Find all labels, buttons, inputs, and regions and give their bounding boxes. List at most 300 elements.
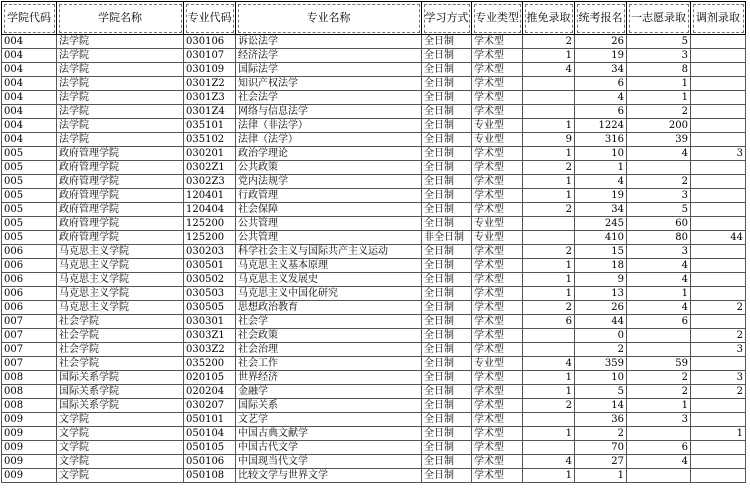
cell-applicants[interactable]: 26 — [575, 35, 627, 49]
cell-major-code[interactable]: 0302Z1 — [184, 161, 236, 175]
cell-recommended[interactable] — [523, 105, 575, 119]
cell-major-code[interactable]: 030503 — [184, 287, 236, 301]
cell-college-name[interactable]: 文学院 — [57, 455, 184, 469]
cell-applicants[interactable]: 10 — [575, 147, 627, 161]
cell-applicants[interactable]: 19 — [575, 49, 627, 63]
cell-major-code[interactable]: 0301Z2 — [184, 77, 236, 91]
cell-study-mode[interactable]: 全日制 — [422, 301, 472, 315]
cell-first-choice[interactable]: 3 — [627, 245, 691, 259]
cell-major-type[interactable]: 专业型 — [472, 119, 523, 133]
cell-transfer[interactable] — [691, 315, 746, 329]
cell-transfer[interactable] — [691, 175, 746, 189]
cell-first-choice[interactable]: 4 — [627, 273, 691, 287]
cell-transfer[interactable] — [691, 245, 746, 259]
cell-major-name[interactable]: 国际关系 — [236, 399, 422, 413]
cell-major-type[interactable]: 学术型 — [472, 245, 523, 259]
cell-major-code[interactable]: 035102 — [184, 133, 236, 147]
cell-applicants[interactable]: 9 — [575, 273, 627, 287]
cell-recommended[interactable]: 2 — [523, 301, 575, 315]
cell-study-mode[interactable]: 全日制 — [422, 259, 472, 273]
cell-major-name[interactable]: 行政管理 — [236, 189, 422, 203]
cell-college-code[interactable]: 009 — [2, 455, 57, 469]
cell-major-name[interactable]: 诉讼法学 — [236, 35, 422, 49]
cell-major-name[interactable]: 世界经济 — [236, 371, 422, 385]
cell-major-code[interactable]: 0303Z2 — [184, 343, 236, 357]
cell-study-mode[interactable]: 全日制 — [422, 105, 472, 119]
cell-major-name[interactable]: 金融学 — [236, 385, 422, 399]
cell-applicants[interactable]: 13 — [575, 287, 627, 301]
cell-college-name[interactable]: 政府管理学院 — [57, 175, 184, 189]
cell-transfer[interactable]: 2 — [691, 329, 746, 343]
cell-study-mode[interactable]: 全日制 — [422, 35, 472, 49]
cell-applicants[interactable]: 14 — [575, 399, 627, 413]
cell-study-mode[interactable]: 全日制 — [422, 119, 472, 133]
cell-transfer[interactable] — [691, 161, 746, 175]
cell-college-code[interactable]: 005 — [2, 203, 57, 217]
cell-college-name[interactable]: 政府管理学院 — [57, 189, 184, 203]
col-header-first-choice[interactable]: 一志愿录取 — [627, 2, 691, 35]
cell-study-mode[interactable]: 全日制 — [422, 63, 472, 77]
cell-major-type[interactable]: 学术型 — [472, 77, 523, 91]
cell-college-name[interactable]: 政府管理学院 — [57, 147, 184, 161]
cell-major-type[interactable]: 学术型 — [472, 91, 523, 105]
cell-major-type[interactable]: 学术型 — [472, 35, 523, 49]
cell-college-code[interactable]: 004 — [2, 49, 57, 63]
cell-study-mode[interactable]: 全日制 — [422, 385, 472, 399]
cell-college-name[interactable]: 社会学院 — [57, 357, 184, 371]
cell-transfer[interactable] — [691, 287, 746, 301]
cell-major-type[interactable]: 学术型 — [472, 175, 523, 189]
cell-first-choice[interactable]: 1 — [627, 91, 691, 105]
cell-recommended[interactable] — [523, 343, 575, 357]
cell-recommended[interactable]: 2 — [523, 35, 575, 49]
cell-transfer[interactable] — [691, 189, 746, 203]
cell-major-name[interactable]: 法律（法学） — [236, 133, 422, 147]
cell-college-code[interactable]: 007 — [2, 343, 57, 357]
cell-major-type[interactable]: 学术型 — [472, 385, 523, 399]
cell-first-choice[interactable]: 8 — [627, 63, 691, 77]
cell-major-code[interactable]: 030505 — [184, 301, 236, 315]
cell-college-name[interactable]: 国际关系学院 — [57, 371, 184, 385]
cell-first-choice[interactable]: 1 — [627, 399, 691, 413]
cell-major-type[interactable]: 学术型 — [472, 343, 523, 357]
cell-transfer[interactable]: 3 — [691, 343, 746, 357]
cell-applicants[interactable]: 359 — [575, 357, 627, 371]
cell-first-choice[interactable] — [627, 161, 691, 175]
cell-college-code[interactable]: 008 — [2, 385, 57, 399]
cell-college-name[interactable]: 文学院 — [57, 441, 184, 455]
cell-first-choice[interactable] — [627, 329, 691, 343]
cell-major-type[interactable]: 学术型 — [472, 147, 523, 161]
cell-first-choice[interactable]: 3 — [627, 49, 691, 63]
cell-major-type[interactable]: 学术型 — [472, 161, 523, 175]
col-header-major-code[interactable]: 专业代码 — [184, 2, 236, 35]
cell-major-code[interactable]: 020204 — [184, 385, 236, 399]
cell-applicants[interactable]: 19 — [575, 189, 627, 203]
cell-college-code[interactable]: 004 — [2, 133, 57, 147]
cell-recommended[interactable] — [523, 231, 575, 245]
cell-recommended[interactable] — [523, 77, 575, 91]
cell-recommended[interactable]: 2 — [523, 161, 575, 175]
cell-recommended[interactable]: 4 — [523, 63, 575, 77]
cell-applicants[interactable]: 4 — [575, 175, 627, 189]
cell-applicants[interactable]: 70 — [575, 441, 627, 455]
cell-college-code[interactable]: 004 — [2, 77, 57, 91]
cell-transfer[interactable] — [691, 49, 746, 63]
cell-transfer[interactable]: 44 — [691, 231, 746, 245]
cell-study-mode[interactable]: 全日制 — [422, 147, 472, 161]
cell-major-code[interactable]: 125200 — [184, 231, 236, 245]
cell-major-name[interactable]: 马克思主义中国化研究 — [236, 287, 422, 301]
cell-major-type[interactable]: 学术型 — [472, 399, 523, 413]
cell-major-code[interactable]: 030207 — [184, 399, 236, 413]
cell-major-type[interactable]: 学术型 — [472, 63, 523, 77]
cell-college-name[interactable]: 政府管理学院 — [57, 217, 184, 231]
cell-major-name[interactable]: 党内法规学 — [236, 175, 422, 189]
cell-major-type[interactable]: 学术型 — [472, 259, 523, 273]
cell-applicants[interactable]: 1 — [575, 161, 627, 175]
cell-first-choice[interactable]: 3 — [627, 189, 691, 203]
cell-major-type[interactable]: 专业型 — [472, 133, 523, 147]
cell-college-name[interactable]: 社会学院 — [57, 315, 184, 329]
cell-major-type[interactable]: 学术型 — [472, 427, 523, 441]
cell-first-choice[interactable]: 5 — [627, 35, 691, 49]
cell-major-type[interactable]: 学术型 — [472, 105, 523, 119]
cell-major-name[interactable]: 经济法学 — [236, 49, 422, 63]
cell-college-code[interactable]: 004 — [2, 105, 57, 119]
cell-college-code[interactable]: 004 — [2, 35, 57, 49]
cell-major-type[interactable]: 学术型 — [472, 287, 523, 301]
cell-major-name[interactable]: 社会保障 — [236, 203, 422, 217]
cell-recommended[interactable]: 2 — [523, 245, 575, 259]
col-header-applicants[interactable]: 统考报名 — [575, 2, 627, 35]
cell-major-code[interactable]: 050105 — [184, 441, 236, 455]
cell-recommended[interactable]: 1 — [523, 259, 575, 273]
cell-applicants[interactable]: 245 — [575, 217, 627, 231]
cell-recommended[interactable]: 1 — [523, 147, 575, 161]
cell-transfer[interactable]: 3 — [691, 371, 746, 385]
cell-first-choice[interactable] — [627, 427, 691, 441]
cell-study-mode[interactable]: 全日制 — [422, 343, 472, 357]
cell-study-mode[interactable]: 全日制 — [422, 175, 472, 189]
cell-applicants[interactable]: 34 — [575, 203, 627, 217]
cell-applicants[interactable]: 15 — [575, 245, 627, 259]
cell-major-code[interactable]: 125200 — [184, 217, 236, 231]
cell-recommended[interactable]: 6 — [523, 315, 575, 329]
cell-major-name[interactable]: 网络与信息法学 — [236, 105, 422, 119]
cell-college-code[interactable]: 009 — [2, 427, 57, 441]
cell-major-name[interactable]: 中国古典文献学 — [236, 427, 422, 441]
col-header-recommended[interactable]: 推免录取 — [523, 2, 575, 35]
col-header-college-code[interactable]: 学院代码 — [2, 2, 57, 35]
cell-major-type[interactable]: 学术型 — [472, 49, 523, 63]
cell-recommended[interactable] — [523, 217, 575, 231]
cell-college-code[interactable]: 006 — [2, 301, 57, 315]
cell-transfer[interactable] — [691, 217, 746, 231]
cell-major-code[interactable]: 030109 — [184, 63, 236, 77]
cell-applicants[interactable]: 18 — [575, 259, 627, 273]
cell-first-choice[interactable]: 6 — [627, 441, 691, 455]
cell-transfer[interactable]: 3 — [691, 147, 746, 161]
cell-transfer[interactable] — [691, 35, 746, 49]
cell-major-name[interactable]: 中国现当代文学 — [236, 455, 422, 469]
cell-applicants[interactable]: 316 — [575, 133, 627, 147]
cell-first-choice[interactable]: 2 — [627, 371, 691, 385]
cell-college-code[interactable]: 009 — [2, 441, 57, 455]
cell-study-mode[interactable]: 全日制 — [422, 203, 472, 217]
cell-study-mode[interactable]: 全日制 — [422, 329, 472, 343]
cell-study-mode[interactable]: 全日制 — [422, 77, 472, 91]
cell-major-name[interactable]: 马克思主义基本原理 — [236, 259, 422, 273]
cell-major-code[interactable]: 035101 — [184, 119, 236, 133]
cell-recommended[interactable]: 1 — [523, 189, 575, 203]
cell-college-name[interactable]: 法学院 — [57, 119, 184, 133]
cell-college-code[interactable]: 006 — [2, 287, 57, 301]
cell-study-mode[interactable]: 全日制 — [422, 273, 472, 287]
cell-recommended[interactable]: 1 — [523, 469, 575, 483]
cell-study-mode[interactable]: 全日制 — [422, 161, 472, 175]
cell-recommended[interactable]: 1 — [523, 427, 575, 441]
cell-major-name[interactable]: 社会学 — [236, 315, 422, 329]
cell-major-type[interactable]: 学术型 — [472, 189, 523, 203]
col-header-transfer[interactable]: 调剂录取 — [691, 2, 746, 35]
cell-major-name[interactable]: 科学社会主义与国际共产主义运动 — [236, 245, 422, 259]
cell-applicants[interactable]: 1224 — [575, 119, 627, 133]
cell-major-name[interactable]: 知识产权法学 — [236, 77, 422, 91]
cell-college-code[interactable]: 006 — [2, 273, 57, 287]
cell-college-code[interactable]: 005 — [2, 147, 57, 161]
cell-college-name[interactable]: 法学院 — [57, 35, 184, 49]
cell-study-mode[interactable]: 全日制 — [422, 357, 472, 371]
cell-major-name[interactable]: 政治学理论 — [236, 147, 422, 161]
cell-college-name[interactable]: 文学院 — [57, 413, 184, 427]
col-header-study-mode[interactable]: 学习方式 — [422, 2, 472, 35]
cell-major-code[interactable]: 030106 — [184, 35, 236, 49]
cell-applicants[interactable]: 26 — [575, 301, 627, 315]
cell-transfer[interactable] — [691, 91, 746, 105]
cell-recommended[interactable]: 2 — [523, 399, 575, 413]
cell-college-code[interactable]: 005 — [2, 231, 57, 245]
cell-applicants[interactable]: 4 — [575, 91, 627, 105]
cell-major-name[interactable]: 公共管理 — [236, 217, 422, 231]
cell-first-choice[interactable]: 5 — [627, 203, 691, 217]
cell-recommended[interactable] — [523, 441, 575, 455]
cell-applicants[interactable]: 27 — [575, 455, 627, 469]
cell-study-mode[interactable]: 全日制 — [422, 245, 472, 259]
cell-transfer[interactable] — [691, 133, 746, 147]
cell-major-code[interactable]: 0302Z3 — [184, 175, 236, 189]
cell-major-code[interactable]: 120404 — [184, 203, 236, 217]
cell-college-name[interactable]: 政府管理学院 — [57, 203, 184, 217]
cell-college-name[interactable]: 国际关系学院 — [57, 399, 184, 413]
cell-major-name[interactable]: 公共政策 — [236, 161, 422, 175]
cell-major-name[interactable]: 法律（非法学） — [236, 119, 422, 133]
cell-study-mode[interactable]: 全日制 — [422, 455, 472, 469]
cell-first-choice[interactable]: 1 — [627, 287, 691, 301]
cell-major-type[interactable]: 学术型 — [472, 371, 523, 385]
cell-applicants[interactable]: 10 — [575, 371, 627, 385]
cell-first-choice[interactable] — [627, 469, 691, 483]
cell-first-choice[interactable]: 2 — [627, 385, 691, 399]
cell-study-mode[interactable]: 全日制 — [422, 413, 472, 427]
cell-applicants[interactable]: 5 — [575, 385, 627, 399]
cell-major-code[interactable]: 050104 — [184, 427, 236, 441]
cell-major-code[interactable]: 030107 — [184, 49, 236, 63]
cell-transfer[interactable]: 1 — [691, 427, 746, 441]
cell-college-name[interactable]: 马克思主义学院 — [57, 259, 184, 273]
cell-transfer[interactable]: 2 — [691, 301, 746, 315]
cell-transfer[interactable] — [691, 455, 746, 469]
cell-major-type[interactable]: 专业型 — [472, 217, 523, 231]
cell-recommended[interactable]: 1 — [523, 175, 575, 189]
cell-recommended[interactable]: 4 — [523, 455, 575, 469]
cell-recommended[interactable]: 9 — [523, 133, 575, 147]
cell-transfer[interactable] — [691, 469, 746, 483]
cell-major-type[interactable]: 学术型 — [472, 441, 523, 455]
cell-major-code[interactable]: 0301Z3 — [184, 91, 236, 105]
cell-major-name[interactable]: 文艺学 — [236, 413, 422, 427]
cell-transfer[interactable]: 2 — [691, 385, 746, 399]
cell-transfer[interactable] — [691, 259, 746, 273]
cell-college-name[interactable]: 社会学院 — [57, 329, 184, 343]
cell-college-name[interactable]: 法学院 — [57, 77, 184, 91]
cell-major-type[interactable]: 专业型 — [472, 357, 523, 371]
cell-transfer[interactable] — [691, 203, 746, 217]
cell-major-name[interactable]: 社会工作 — [236, 357, 422, 371]
cell-college-code[interactable]: 008 — [2, 371, 57, 385]
cell-study-mode[interactable]: 全日制 — [422, 91, 472, 105]
cell-college-name[interactable]: 社会学院 — [57, 343, 184, 357]
cell-first-choice[interactable]: 59 — [627, 357, 691, 371]
cell-major-type[interactable]: 学术型 — [472, 413, 523, 427]
cell-college-code[interactable]: 009 — [2, 413, 57, 427]
cell-major-code[interactable]: 035200 — [184, 357, 236, 371]
col-header-major-name[interactable]: 专业名称 — [236, 2, 422, 35]
cell-major-code[interactable]: 0301Z4 — [184, 105, 236, 119]
cell-transfer[interactable] — [691, 357, 746, 371]
cell-first-choice[interactable]: 80 — [627, 231, 691, 245]
cell-major-name[interactable]: 公共管理 — [236, 231, 422, 245]
cell-major-type[interactable]: 专业型 — [472, 231, 523, 245]
cell-college-code[interactable]: 005 — [2, 175, 57, 189]
cell-applicants[interactable]: 6 — [575, 77, 627, 91]
cell-college-name[interactable]: 国际关系学院 — [57, 385, 184, 399]
cell-college-code[interactable]: 005 — [2, 189, 57, 203]
cell-major-code[interactable]: 030501 — [184, 259, 236, 273]
cell-first-choice[interactable]: 6 — [627, 315, 691, 329]
cell-transfer[interactable] — [691, 273, 746, 287]
cell-college-code[interactable]: 006 — [2, 245, 57, 259]
cell-college-code[interactable]: 009 — [2, 469, 57, 483]
cell-applicants[interactable]: 2 — [575, 343, 627, 357]
cell-college-name[interactable]: 法学院 — [57, 105, 184, 119]
cell-applicants[interactable]: 410 — [575, 231, 627, 245]
cell-first-choice[interactable]: 1 — [627, 77, 691, 91]
cell-major-name[interactable]: 社会政策 — [236, 329, 422, 343]
cell-study-mode[interactable]: 全日制 — [422, 371, 472, 385]
cell-college-code[interactable]: 006 — [2, 259, 57, 273]
cell-transfer[interactable] — [691, 441, 746, 455]
cell-college-code[interactable]: 004 — [2, 119, 57, 133]
cell-college-name[interactable]: 政府管理学院 — [57, 161, 184, 175]
cell-first-choice[interactable]: 39 — [627, 133, 691, 147]
cell-major-type[interactable]: 学术型 — [472, 273, 523, 287]
cell-college-code[interactable]: 004 — [2, 91, 57, 105]
cell-major-name[interactable]: 社会法学 — [236, 91, 422, 105]
cell-first-choice[interactable]: 4 — [627, 455, 691, 469]
cell-major-type[interactable]: 学术型 — [472, 329, 523, 343]
cell-major-type[interactable]: 学术型 — [472, 455, 523, 469]
cell-major-code[interactable]: 050101 — [184, 413, 236, 427]
cell-college-name[interactable]: 政府管理学院 — [57, 231, 184, 245]
cell-study-mode[interactable]: 全日制 — [422, 287, 472, 301]
cell-recommended[interactable]: 1 — [523, 49, 575, 63]
cell-college-name[interactable]: 马克思主义学院 — [57, 245, 184, 259]
cell-first-choice[interactable]: 60 — [627, 217, 691, 231]
cell-recommended[interactable]: 1 — [523, 119, 575, 133]
cell-recommended[interactable]: 2 — [523, 203, 575, 217]
cell-study-mode[interactable]: 全日制 — [422, 133, 472, 147]
cell-college-name[interactable]: 文学院 — [57, 469, 184, 483]
cell-college-name[interactable]: 马克思主义学院 — [57, 301, 184, 315]
cell-college-code[interactable]: 005 — [2, 217, 57, 231]
cell-major-type[interactable]: 学术型 — [472, 203, 523, 217]
cell-recommended[interactable]: 4 — [523, 357, 575, 371]
cell-major-code[interactable]: 030502 — [184, 273, 236, 287]
cell-major-name[interactable]: 社会治理 — [236, 343, 422, 357]
cell-major-code[interactable]: 020105 — [184, 371, 236, 385]
cell-study-mode[interactable]: 全日制 — [422, 469, 472, 483]
cell-college-name[interactable]: 法学院 — [57, 91, 184, 105]
cell-transfer[interactable] — [691, 77, 746, 91]
cell-study-mode[interactable]: 全日制 — [422, 49, 472, 63]
cell-transfer[interactable] — [691, 413, 746, 427]
cell-recommended[interactable] — [523, 91, 575, 105]
cell-study-mode[interactable]: 全日制 — [422, 427, 472, 441]
cell-first-choice[interactable]: 4 — [627, 259, 691, 273]
cell-study-mode[interactable]: 非全日制 — [422, 231, 472, 245]
cell-college-name[interactable]: 法学院 — [57, 133, 184, 147]
cell-major-name[interactable]: 马克思主义发展史 — [236, 273, 422, 287]
cell-college-name[interactable]: 马克思主义学院 — [57, 273, 184, 287]
col-header-college-name[interactable]: 学院名称 — [57, 2, 184, 35]
cell-first-choice[interactable]: 4 — [627, 147, 691, 161]
cell-first-choice[interactable]: 2 — [627, 105, 691, 119]
cell-college-code[interactable]: 004 — [2, 63, 57, 77]
cell-applicants[interactable]: 1 — [575, 469, 627, 483]
cell-applicants[interactable]: 34 — [575, 63, 627, 77]
cell-major-type[interactable]: 学术型 — [472, 315, 523, 329]
cell-major-name[interactable]: 中国古代文学 — [236, 441, 422, 455]
cell-major-type[interactable]: 学术型 — [472, 469, 523, 483]
cell-major-code[interactable]: 050108 — [184, 469, 236, 483]
cell-major-code[interactable]: 0303Z1 — [184, 329, 236, 343]
cell-major-code[interactable]: 120401 — [184, 189, 236, 203]
cell-study-mode[interactable]: 全日制 — [422, 217, 472, 231]
cell-college-name[interactable]: 法学院 — [57, 49, 184, 63]
cell-major-type[interactable]: 学术型 — [472, 301, 523, 315]
cell-first-choice[interactable] — [627, 343, 691, 357]
cell-recommended[interactable]: 1 — [523, 385, 575, 399]
cell-applicants[interactable]: 36 — [575, 413, 627, 427]
col-header-major-type[interactable]: 专业类型 — [472, 2, 523, 35]
cell-college-name[interactable]: 法学院 — [57, 63, 184, 77]
cell-first-choice[interactable]: 3 — [627, 413, 691, 427]
cell-college-code[interactable]: 007 — [2, 315, 57, 329]
cell-recommended[interactable]: 1 — [523, 371, 575, 385]
cell-major-name[interactable]: 思想政治教育 — [236, 301, 422, 315]
cell-applicants[interactable]: 2 — [575, 427, 627, 441]
